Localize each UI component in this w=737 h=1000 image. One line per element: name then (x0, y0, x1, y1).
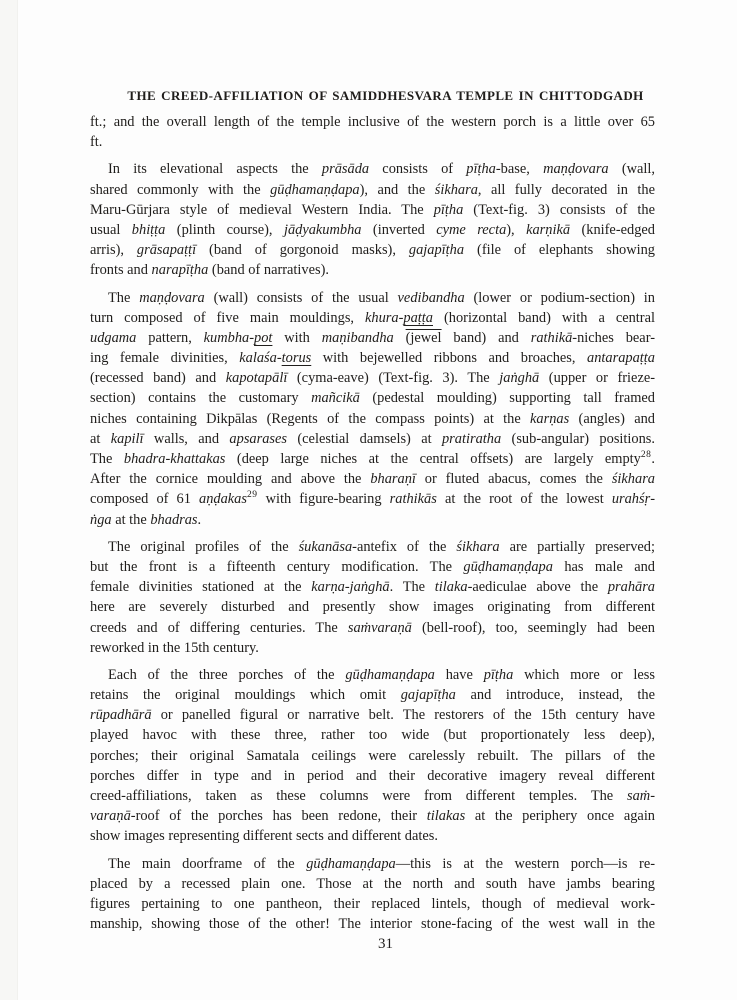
text-run: (pedestal moulding) supporting tall framed (359, 390, 655, 407)
paragraph (90, 665, 655, 847)
text-run: antarapaṭṭa (587, 350, 655, 367)
text-run: with (272, 329, 322, 346)
text-run: rūpadhārā (90, 707, 152, 724)
text-run: maṇḍovara (139, 289, 205, 306)
text-run: śikhara (611, 471, 655, 488)
text-line (90, 826, 655, 846)
text-run: jāḍyakumbha (283, 221, 362, 238)
paragraph (90, 112, 655, 152)
text-run: played havoc with these three, rather too wide (but proportionately less deep), (90, 727, 655, 744)
text-run: at the periphery once again (465, 808, 656, 825)
text-run: Each of the three porches of the (108, 666, 346, 683)
text-run: Maru-Gūrjara style of medieval Western India. The (90, 201, 434, 218)
text-run: (celestial damsels) at (287, 430, 442, 447)
text-line (90, 597, 655, 617)
text-run: ), (506, 221, 527, 238)
text-run: —this is at the western porch—is re- (395, 855, 656, 872)
text-run: paṭṭa (403, 309, 433, 326)
text-run (394, 330, 406, 346)
paragraph (90, 288, 655, 530)
text-run: (band of narratives). (208, 262, 329, 279)
text-run: (bell-roof), too, seemingly had been (411, 619, 655, 636)
text-line (90, 914, 655, 934)
text-run: porches; their original Samatala ceilings were carelessly rebuilt. The pillars of the (90, 747, 655, 764)
text-run: ), and the (359, 181, 435, 198)
text-run: and introduce, instead, the (455, 687, 655, 704)
text-run: band) and (441, 329, 531, 346)
text-line (90, 510, 655, 530)
text-line (90, 328, 655, 348)
text-run: (band of gorgonoid masks), (196, 242, 409, 259)
text-line (90, 388, 655, 408)
text-run: ṅga (90, 511, 112, 528)
text-run: maṇḍovara (543, 161, 609, 178)
text-run: porches differ in type and in period and their decorative imagery reveal different (90, 767, 655, 784)
text-run: The (108, 289, 140, 306)
text-run: gūḍhamaṇḍapa (463, 558, 553, 575)
text-run: kapotapālī (225, 370, 288, 387)
text-run: show images representing different sects and different dates. (90, 828, 438, 845)
text-line (90, 288, 655, 308)
running-header: THE CREED-AFFILIATION OF SAMIDDHESVARA TEMPLE IN CHITTODGADH (127, 88, 644, 103)
text-line (90, 368, 655, 388)
text-run: karṇas (530, 410, 570, 427)
text-run: udgama (90, 329, 137, 346)
text-run: ft.; and the overall length of the temple inclusive of the western porch is a little over 65 (90, 114, 655, 130)
text-line (90, 449, 655, 469)
text-line (90, 469, 655, 489)
text-run: female divinities stationed at the (90, 579, 312, 596)
text-run: kumbha- (203, 329, 255, 346)
text-run: retains the original mouldings which omit (90, 687, 401, 704)
text-run: placed by a recessed plain one. Those at the north and south have jambs bearing (90, 875, 655, 892)
text-run: apsarases (229, 430, 287, 447)
text-run: bhadra-khattakas (123, 451, 226, 467)
text-run: saṁ- (627, 788, 655, 804)
text-run: pīṭha (433, 201, 464, 218)
text-line (90, 854, 655, 874)
text-line (90, 489, 655, 509)
text-run: (wall) consists of the usual (204, 289, 398, 306)
text-run: are partially preserved; (499, 538, 656, 555)
text-run: (deep large niches at the central offsets) are largely empty (225, 451, 641, 467)
text-run: prahāra (607, 579, 656, 596)
text-run: śikhara (456, 538, 500, 555)
text-run: -base, (495, 161, 544, 178)
text-run: (cyma-eave) (Text-fig. 3). The (287, 370, 500, 387)
text-run: varaṇā (90, 808, 131, 825)
text-run: urahśṛ- (611, 491, 655, 508)
text-run: mañcikā (311, 390, 360, 407)
text-run: -niches bear- (572, 329, 655, 346)
text-run: pīṭha (483, 666, 514, 683)
text-run: gūḍhamaṇḍapa (306, 855, 396, 872)
text-line (90, 557, 655, 577)
paragraph (90, 854, 655, 935)
text-run: (sub-angular) positions. (501, 430, 655, 447)
text-run: (plinth course), (165, 221, 284, 238)
text-line (90, 348, 655, 368)
text-run: shared commonly with the (90, 181, 271, 198)
text-line (90, 200, 655, 220)
text-run: bhiṭṭa (131, 221, 166, 238)
text-run: In its elevational aspects the (108, 161, 322, 178)
text-run: with bejewelled ribbons and broaches, (311, 350, 588, 367)
text-line (90, 685, 655, 705)
text-run: kapilī (110, 430, 144, 447)
text-run: gajapīṭha (400, 687, 456, 704)
text-run: karṇa-jaṅghā (311, 579, 390, 596)
text-run: turn composed of five main mouldings, (90, 309, 366, 326)
text-run: (knife-edged (570, 221, 655, 238)
text-run: but the front is a fifteenth century modification. The (90, 558, 464, 575)
text-run: section) contains the customary (90, 390, 312, 407)
text-line (90, 786, 655, 806)
text-run: (jewel (405, 329, 442, 346)
text-line (90, 806, 655, 826)
text-run: saṁvaraṇā (347, 619, 412, 636)
text-run: niches containing Dikpālas (Regents of the compass points) at the (90, 410, 531, 427)
text-line (90, 874, 655, 894)
text-line (90, 240, 655, 260)
text-run: karṇikā (526, 221, 571, 238)
body-text (90, 112, 655, 941)
text-run: walls, and (143, 430, 230, 447)
text-run: The (90, 451, 124, 467)
text-line (90, 159, 655, 179)
text-run: kalaśa- (239, 350, 282, 367)
text-run: gūḍhamaṇḍapa (270, 181, 360, 198)
text-line (90, 618, 655, 638)
text-run: pīṭha (466, 161, 496, 178)
text-run: aṇḍakas (199, 491, 247, 508)
text-run: tilakas (426, 808, 466, 825)
text-run: arris), (90, 242, 137, 259)
text-run: rathikā (530, 329, 573, 346)
text-run: -antefix of the (352, 538, 457, 555)
text-run: manship, showing those of the other! The interior stone-facing of the west wall in the (90, 916, 655, 933)
text-line (90, 429, 655, 449)
text-run: at the (111, 511, 151, 528)
text-line (90, 260, 655, 280)
text-run: prāsāda (321, 161, 370, 178)
text-run: or fluted abacus, comes the (415, 471, 612, 488)
text-run: ft. (90, 134, 103, 151)
text-run: at (90, 430, 111, 447)
text-run: (lower or podium-section) in (464, 289, 656, 306)
text-run: (recessed band) and (90, 370, 226, 387)
text-run: (horizontal band) with a central (432, 309, 655, 326)
text-run: has male and (552, 558, 655, 575)
text-run: torus (281, 350, 312, 367)
text-run: pratiratha (441, 430, 502, 447)
text-run: reworked in the 15th century. (90, 639, 259, 656)
text-run: gūḍhamaṇḍapa (345, 666, 435, 683)
paragraph (90, 537, 655, 658)
text-run: (upper or frieze- (539, 370, 656, 387)
paragraph (90, 159, 655, 280)
text-line (90, 577, 655, 597)
text-line (90, 220, 655, 240)
text-run: bharaṇī (370, 471, 416, 488)
text-run: have (434, 666, 484, 683)
text-line (90, 725, 655, 745)
text-run: consists of (369, 161, 467, 178)
text-line (90, 132, 655, 152)
text-run: with figure-bearing (257, 491, 390, 508)
page-number: 31 (378, 936, 393, 952)
text-line (90, 894, 655, 914)
text-run: or panelled figural or narrative belt. The restorers of the 15th century have (151, 707, 655, 724)
text-line (90, 638, 655, 658)
text-run: creeds and of differing centuries. The (90, 619, 348, 636)
text-run: figures pertaining to one pantheon, their replaced lintels, though of medieval work- (90, 895, 655, 912)
text-run: grāsapaṭṭī (136, 242, 197, 259)
text-run: After the cornice moulding and above the (90, 471, 371, 488)
text-run: composed of 61 (90, 491, 200, 508)
text-run: -roof of the porches has been redone, their (130, 808, 427, 825)
text-line (90, 308, 655, 328)
text-run: pot (254, 329, 273, 346)
text-line (90, 537, 655, 557)
footnote-reference: 28 (640, 450, 652, 461)
text-run: The original profiles of the (108, 538, 299, 555)
text-run: which more or less (513, 666, 655, 683)
text-run: . The (389, 579, 435, 596)
text-line (90, 180, 655, 200)
text-run: pattern, (136, 329, 204, 346)
text-run: (file of elephants showing (464, 242, 655, 259)
text-run: śukanāsa (298, 538, 353, 555)
text-run: fronts and (90, 262, 152, 279)
text-line (90, 766, 655, 786)
text-run: maṇibandha (321, 329, 394, 346)
footnote-reference: 29 (246, 490, 258, 501)
text-run: rathikās (389, 491, 437, 508)
text-run: (Text-fig. 3) consists of the (463, 201, 656, 218)
text-run: , all fully decorated in the (477, 181, 655, 198)
text-run: ing female divinities, (90, 350, 240, 367)
text-run: khura- (365, 309, 404, 326)
text-run: tilaka (434, 579, 468, 596)
text-run: creed-affiliations, taken as these columns were from different temples. The (90, 788, 628, 804)
text-line (90, 409, 655, 429)
text-run: gajapīṭha (408, 242, 465, 259)
text-line (90, 705, 655, 725)
text-run: (inverted (361, 221, 437, 238)
text-run: . (651, 451, 655, 467)
text-run: bhadras (150, 511, 198, 528)
text-run: . (197, 511, 202, 528)
text-run: (angles) and (569, 410, 655, 427)
text-run: The main doorframe of the (108, 855, 307, 872)
text-run: cyme recta (436, 221, 507, 238)
text-run: vedibandha (397, 289, 465, 306)
text-line (90, 112, 655, 132)
text-run: (wall, (608, 161, 656, 178)
text-run: here are severely disturbed and presently show images originating from different (90, 599, 655, 616)
text-line (90, 665, 655, 685)
text-run: -aediculae above the (467, 579, 608, 596)
text-run: usual (90, 221, 132, 238)
text-run: at the root of the lowest (436, 491, 612, 508)
text-run: jaṅghā (499, 370, 540, 387)
text-line (90, 746, 655, 766)
text-run: narapīṭha (151, 262, 209, 279)
text-run: śikhara (434, 181, 478, 198)
scan-edge-artifact (0, 0, 18, 1000)
